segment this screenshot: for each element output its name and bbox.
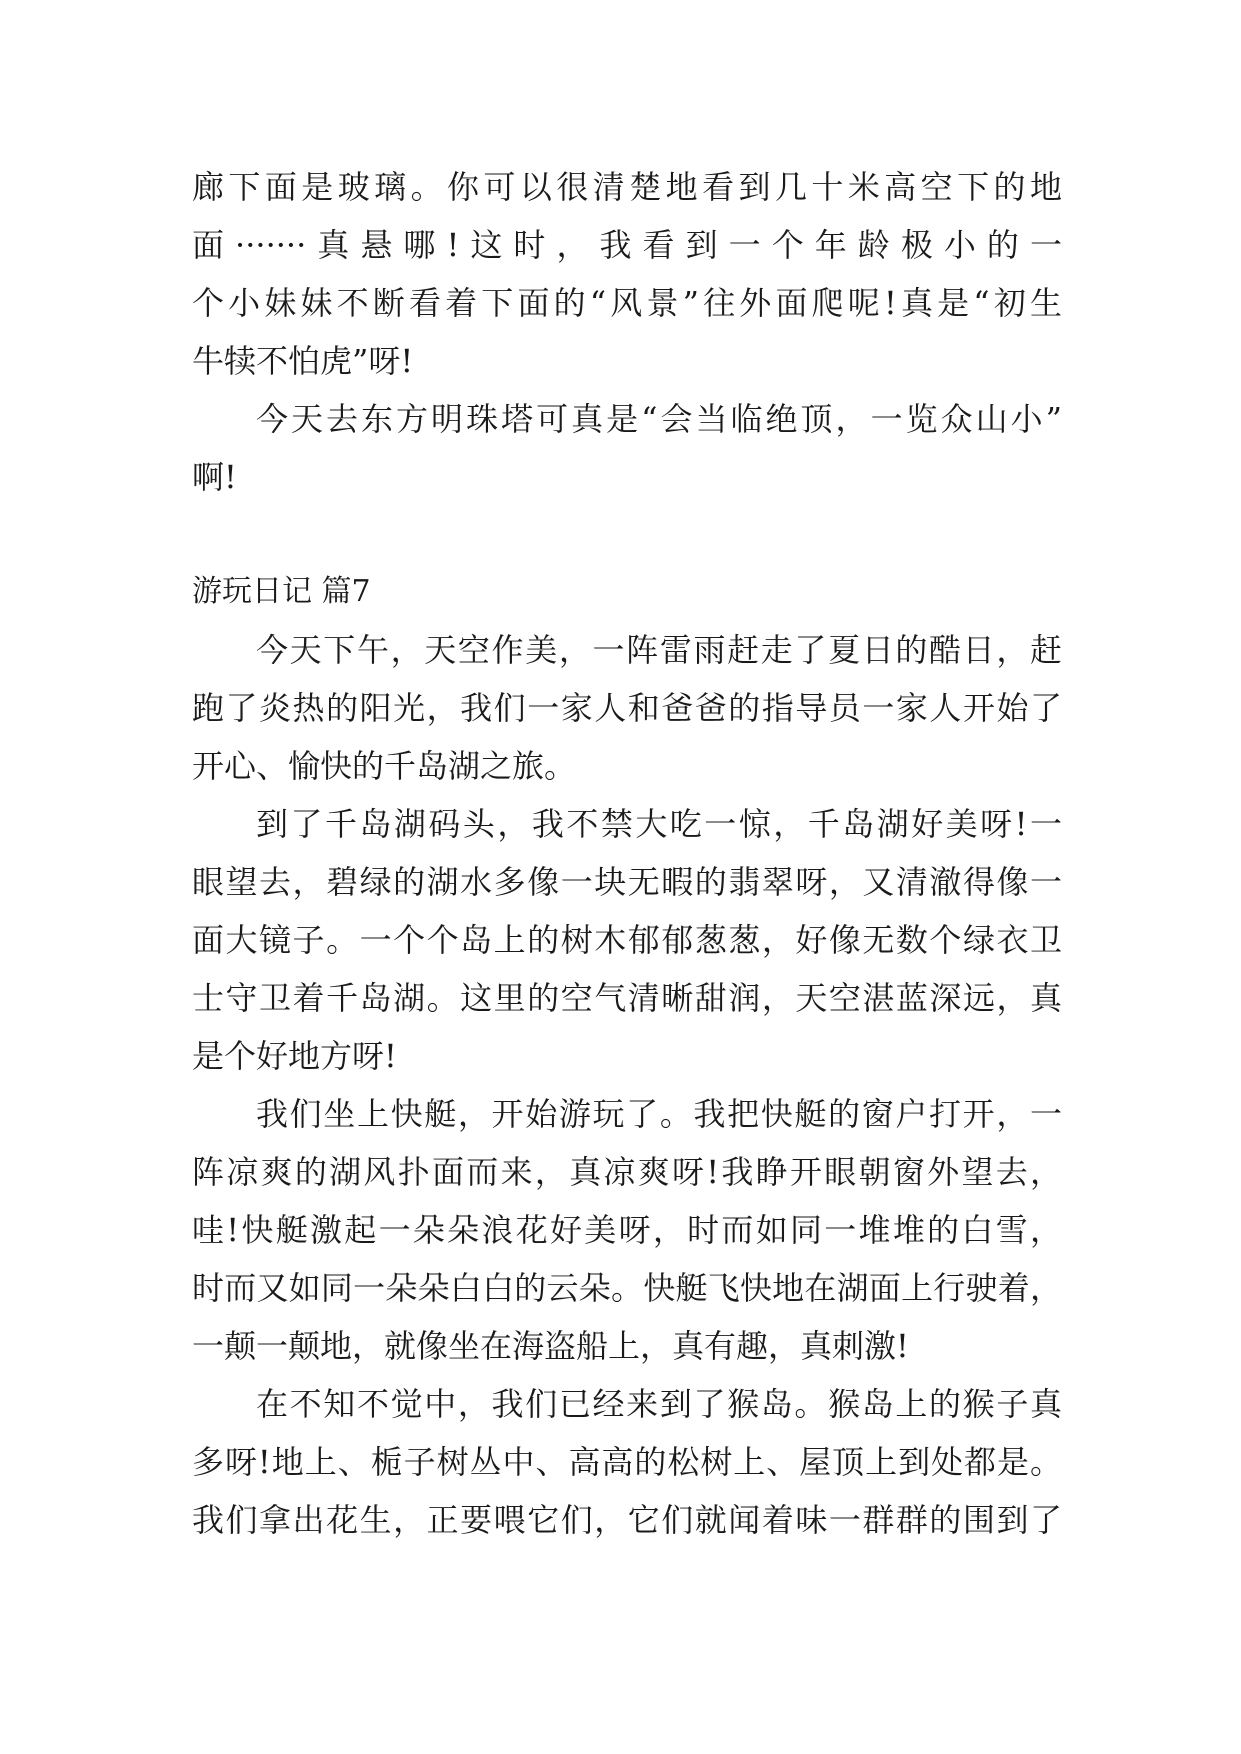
- paragraph-line: 我们坐上快艇，开始游玩了。我把快艇的窗户打开，一: [256, 1095, 1062, 1133]
- paragraph-line: 阵凉爽的湖风扑面而来，真凉爽呀!我睁开眼朝窗外望去，: [192, 1153, 1062, 1191]
- paragraph-line: 哇!快艇激起一朵朵浪花好美呀，时而如同一堆堆的白雪，: [192, 1211, 1062, 1249]
- paragraph-line: 时而又如同一朵朵白白的云朵。快艇飞快地在湖面上行驶着，: [192, 1269, 1062, 1307]
- paragraph-line: 廊下面是玻璃。你可以很清楚地看到几十米高空下的地: [192, 168, 1062, 206]
- paragraph-line: 士守卫着千岛湖。这里的空气清晰甜润，天空湛蓝深远，真: [192, 979, 1062, 1017]
- paragraph-line: 啊!: [192, 458, 237, 496]
- paragraph-line: 面大镜子。一个个岛上的树木郁郁葱葱，好像无数个绿衣卫: [192, 921, 1062, 959]
- paragraph-line: 开心、愉快的千岛湖之旅。: [192, 747, 577, 785]
- paragraph-line: 今天下午，天空作美，一阵雷雨赶走了夏日的酷日，赶: [256, 631, 1062, 669]
- diary-7: [192, 563, 1062, 1549]
- paragraph-line: 一颠一颠地，就像坐在海盗船上，真有趣，真刺激!: [192, 1327, 909, 1365]
- paragraph-line: 跑了炎热的阳光，我们一家人和爸爸的指导员一家人开始了: [192, 689, 1062, 727]
- paragraph-line: 到了千岛湖码头，我不禁大吃一惊，千岛湖好美呀!一: [256, 805, 1062, 843]
- section-heading: 游玩日记 篇7: [192, 574, 371, 609]
- paragraph-line: 牛犊不怕虎”呀!: [192, 342, 414, 380]
- paragraph-line: 是个好地方呀!: [192, 1037, 397, 1075]
- paragraph-line: 多呀!地上、栀子树丛中、高高的松树上、屋顶上到处都是。: [192, 1443, 1062, 1481]
- diary-6-ending: [192, 158, 1062, 506]
- paragraph-line: 个小妹妹不断看着下面的“风景”往外面爬呢!真是“初生: [192, 284, 1062, 322]
- paragraph-line: 在不知不觉中，我们已经来到了猴岛。猴岛上的猴子真: [256, 1385, 1062, 1423]
- paragraph-line: 面·······真悬哪!这时，我看到一个年龄极小的一: [192, 226, 1062, 264]
- paragraph-line: 今天去东方明珠塔可真是“会当临绝顶，一览众山小”: [256, 400, 1062, 438]
- paragraph-line: 我们拿出花生，正要喂它们，它们就闻着味一群群的围到了: [192, 1501, 1062, 1539]
- paragraph-line: 眼望去，碧绿的湖水多像一块无暇的翡翠呀，又清澈得像一: [192, 863, 1062, 901]
